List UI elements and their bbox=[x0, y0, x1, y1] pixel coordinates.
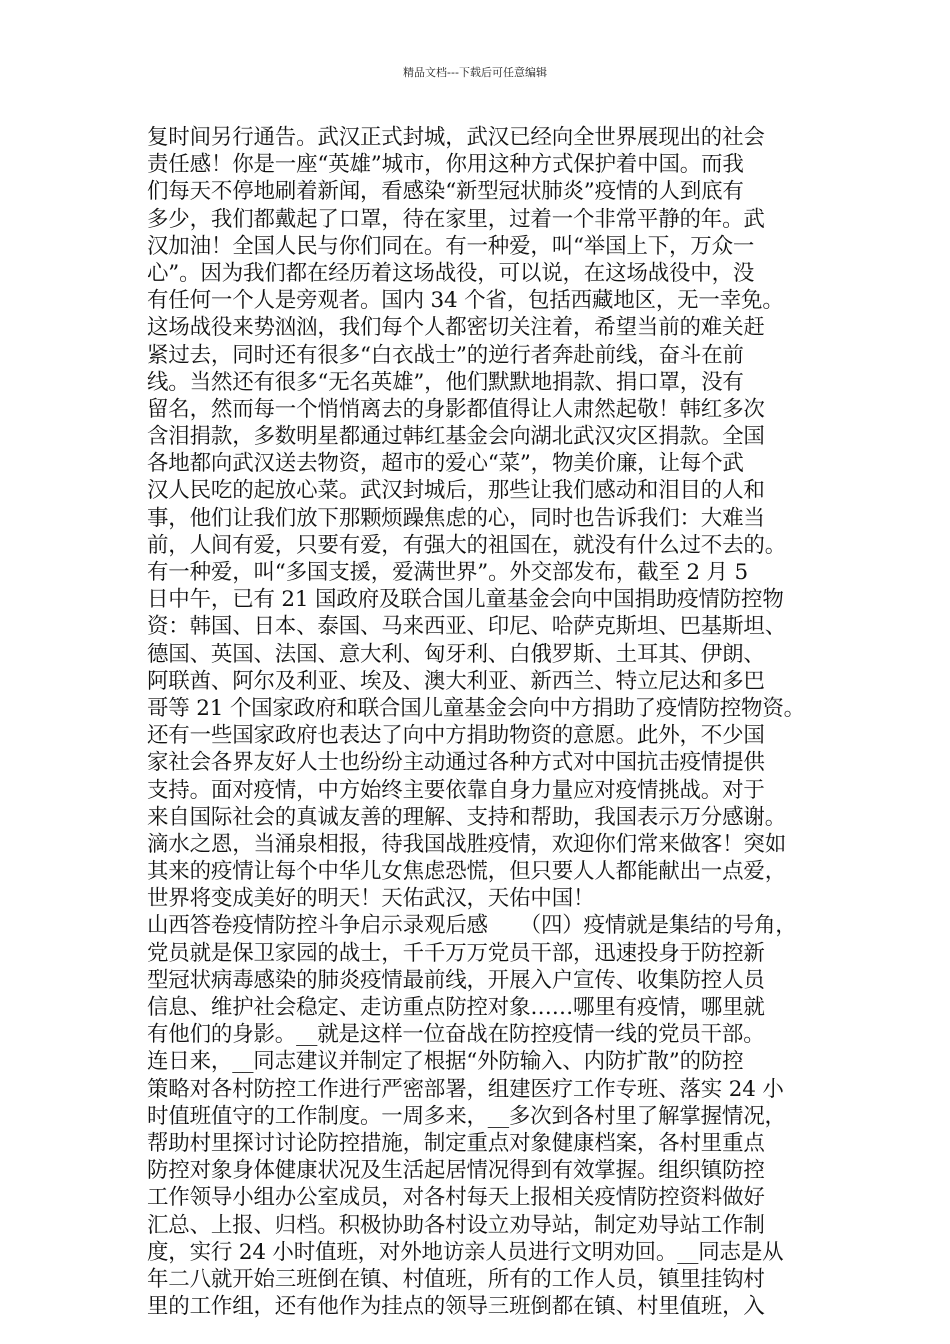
text-line: 心”。因为我们都在经历着这场战役，可以说，在这场战役中，没 bbox=[147, 260, 755, 286]
text-line: 含泪捐款，多数明星都通过韩红基金会向湖北武汉灾区捐款。全国 bbox=[147, 424, 765, 450]
text-line: 滴水之恩，当涌泉相报，待我国战胜疫情，欢迎你们常来做客！突如 bbox=[147, 831, 787, 857]
text-line: 连日来，__同志建议并制定了根据“外防输入、内防扩散”的防控 bbox=[147, 1049, 744, 1075]
text-line: 事，他们让我们放下那颗烦躁焦虑的心，同时也告诉我们：大难当 bbox=[147, 505, 765, 531]
page-header: 精品文档---下载后可任意编辑 bbox=[403, 66, 547, 79]
text-line: 山西答卷疫情防控斗争启示录观后感 （四）疫情就是集结的号角， bbox=[147, 913, 797, 939]
text-line: 时值班值守的工作制度。一周多来，__多次到各村里了解掌握情况， bbox=[147, 1103, 786, 1129]
text-line: 有任何一个人是旁观者。国内 34 个省，包括西藏地区，无一幸免。 bbox=[147, 288, 784, 314]
text-line: 日中午，已有 21 国政府及联合国儿童基金会向中国捐助疫情防控物 bbox=[147, 587, 784, 613]
text-line: 汇总、上报、归档。积极协助各村设立劝导站，制定劝导站工作制 bbox=[147, 1212, 765, 1238]
text-line: 型冠状病毒感染的肺炎疫情最前线，开展入户宣传、收集防控人员 bbox=[147, 967, 765, 993]
text-line: 有他们的身影。__就是这样一位奋战在防控疫情一线的党员干部。 bbox=[147, 1022, 765, 1048]
text-line: 党员就是保卫家园的战士，千千万万党员干部，迅速投身于防控新 bbox=[147, 940, 765, 966]
text-line: 紧过去，同时还有很多“白衣战士”的逆行者奔赴前线，奋斗在前 bbox=[147, 342, 744, 368]
text-line: 世界将变成美好的明天！天佑武汉，天佑中国！ bbox=[147, 886, 595, 912]
text-line: 阿联酋、阿尔及利亚、埃及、澳大利亚、新西兰、特立尼达和多巴 bbox=[147, 668, 765, 694]
text-line: 前，人间有爱，只要有爱，有强大的祖国在，就没有什么过不去的。 bbox=[147, 532, 787, 558]
text-line: 家社会各界友好人士也纷纷主动通过各种方式对中国抗击疫情提供 bbox=[147, 750, 765, 776]
text-line: 里的工作组，还有他作为挂点的领导三班倒都在镇、村里值班，入 bbox=[147, 1294, 765, 1320]
text-line: 还有一些国家政府也表达了向中方捐助物资的意愿。此外，不少国 bbox=[147, 723, 765, 749]
document-body bbox=[147, 124, 817, 1320]
text-line: 资：韩国、日本、泰国、马来西亚、印尼、哈萨克斯坦、巴基斯坦、 bbox=[147, 614, 787, 640]
text-line: 汉加油！全国人民与你们同在。有一种爱，叫“举国上下，万众一 bbox=[147, 233, 755, 259]
text-line: 复时间另行通告。武汉正式封城，武汉已经向全世界展现出的社会 bbox=[147, 125, 765, 150]
text-line: 多少，我们都戴起了口罩，待在家里，过着一个非常平静的年。武 bbox=[147, 206, 765, 232]
text-line: 防控对象身体健康状况及生活起居情况得到有效掌握。组织镇防控 bbox=[147, 1158, 765, 1184]
text-line: 工作领导小组办公室成员，对各村每天上报相关疫情防控资料做好 bbox=[147, 1185, 765, 1211]
text-line: 哥等 21 个国家政府和联合国儿童基金会向中方捐助了疫情防控物资。 bbox=[147, 695, 805, 721]
text-line: 这场战役来势汹汹，我们每个人都密切关注着，希望当前的难关赶 bbox=[147, 315, 765, 341]
text-line: 帮助村里探讨讨论防控措施，制定重点对象健康档案，各村里重点 bbox=[147, 1130, 765, 1156]
text-line: 策略对各村防控工作进行严密部署，组建医疗工作专班、落实 24 小 bbox=[147, 1076, 784, 1102]
text-line: 年二八就开始三班倒在镇、村值班，所有的工作人员，镇里挂钩村 bbox=[147, 1266, 765, 1292]
text-line: 责任感！你是一座“英雄”城市，你用这种方式保护着中国。而我 bbox=[147, 152, 744, 178]
text-line: 各地都向武汉送去物资，超市的爱心“菜”，物美价廉，让每个武 bbox=[147, 451, 744, 477]
text-line: 线。当然还有很多“无名英雄”，他们默默地捐款、捐口罩，没有 bbox=[147, 369, 744, 395]
text-line: 有一种爱，叫“多国支援，爱满世界”。外交部发布，截至 2 月 5 bbox=[147, 560, 748, 585]
text-line: 们每天不停地刷着新闻，看感染“新型冠状肺炎”疫情的人到底有 bbox=[147, 179, 744, 205]
text-line: 度，实行 24 小时值班，对外地访亲人员进行文明劝回。__同志是从 bbox=[147, 1239, 784, 1265]
text-line: 支持。面对疫情，中方始终主要依靠自身力量应对疫情挑战。对于 bbox=[147, 777, 765, 803]
text-line: 来自国际社会的真诚友善的理解、支持和帮助，我国表示万分感谢。 bbox=[147, 804, 787, 830]
text-line: 信息、维护社会稳定、走访重点防控对象……哪里有疫情，哪里就 bbox=[147, 995, 765, 1020]
text-line: 汉人民吃的起放心菜。武汉封城后，那些让我们感动和泪目的人和 bbox=[147, 478, 765, 504]
text-line: 德国、英国、法国、意大利、匈牙利、白俄罗斯、土耳其、伊朗、 bbox=[147, 641, 765, 667]
text-line: 留名，然而每一个悄悄离去的身影都值得让人肃然起敬！韩红多次 bbox=[147, 396, 765, 422]
text-line: 其来的疫情让每个中华儿女焦虑恐慌，但只要人人都能献出一点爱， bbox=[147, 859, 787, 885]
